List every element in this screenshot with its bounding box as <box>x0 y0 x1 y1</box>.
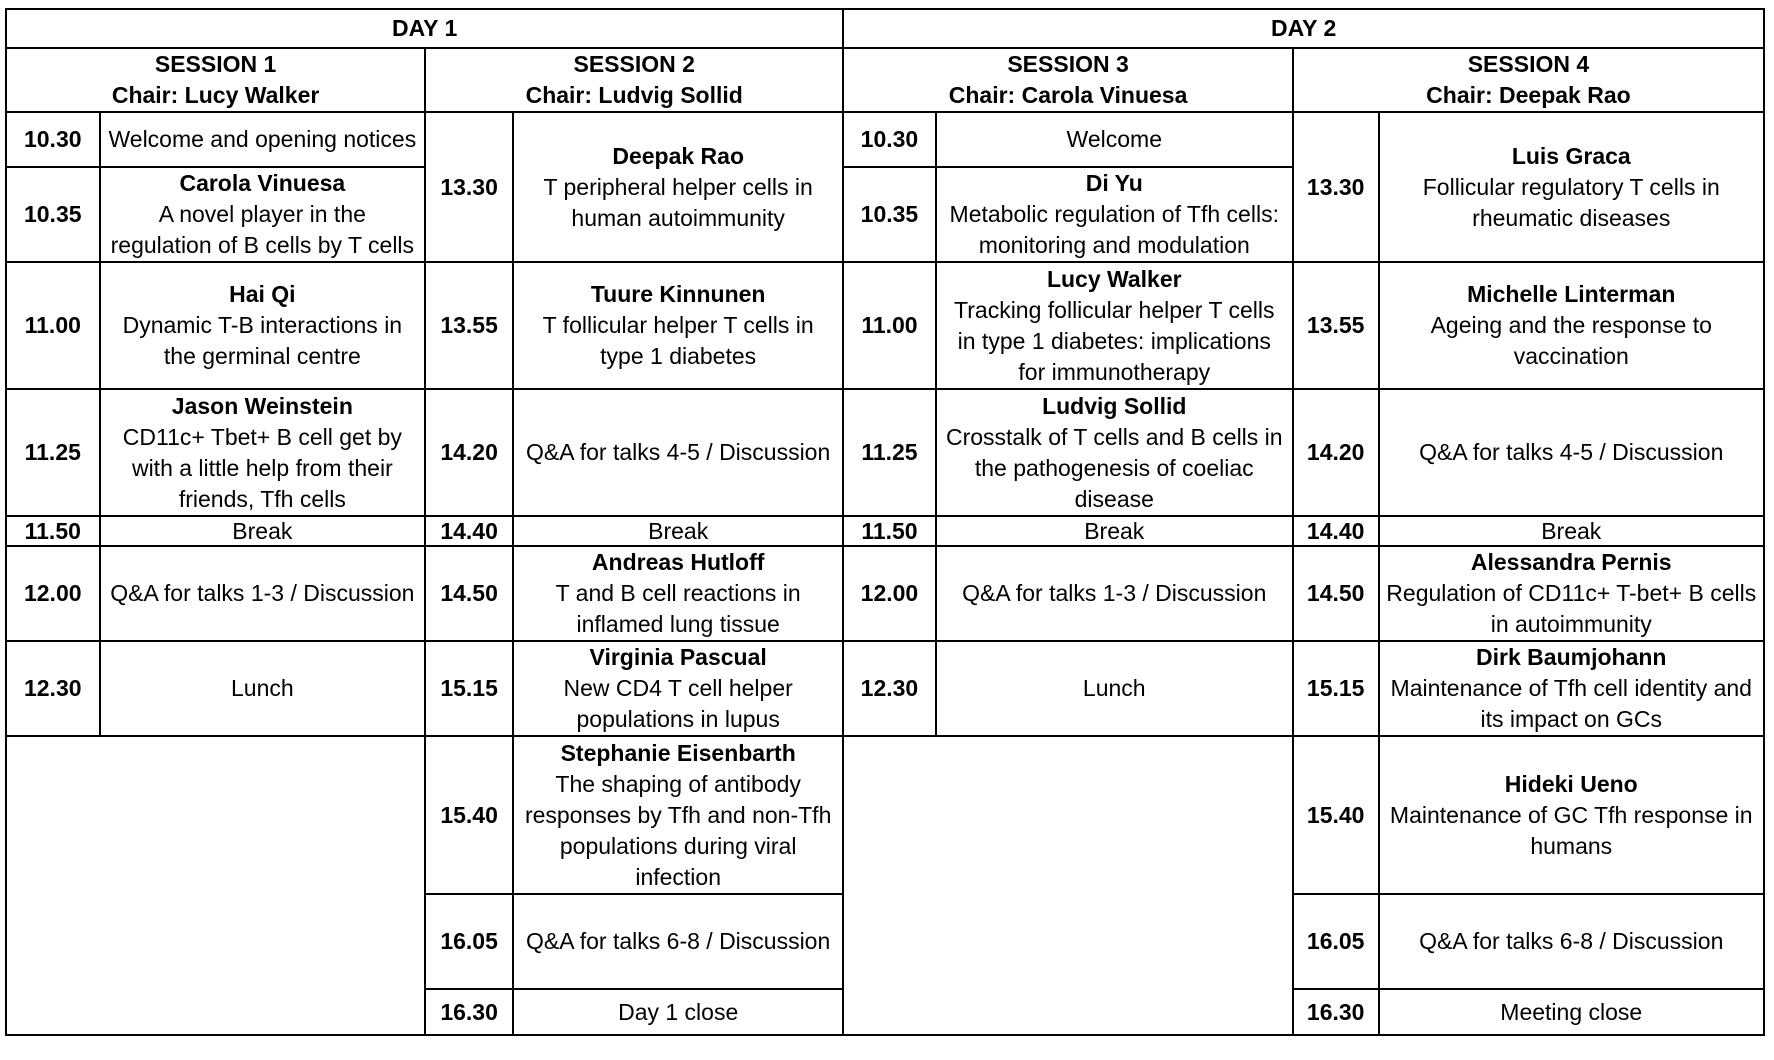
event-cell: Q&A for talks 6-8 / Discussion <box>513 894 843 989</box>
event-cell: Welcome <box>936 112 1293 167</box>
talk-title: The shaping of antibody responses by Tfh and non-Tfh populations during viral infection <box>524 770 832 890</box>
time-cell: 15.40 <box>425 736 513 894</box>
time-cell: 15.40 <box>1293 736 1379 894</box>
session-chair: Chair: Carola Vinuesa <box>948 82 1188 108</box>
session-label: SESSION 2 <box>573 51 695 77</box>
session-chair: Chair: Ludvig Sollid <box>525 82 743 108</box>
talk-cell <box>513 262 843 389</box>
event-cell: Q&A for talks 4-5 / Discussion <box>1379 389 1764 516</box>
time-cell: 16.05 <box>425 894 513 989</box>
event-cell: Q&A for talks 1-3 / Discussion <box>936 546 1293 641</box>
talk-title: Ageing and the response to vaccination <box>1430 312 1712 369</box>
speaker-name: Stephanie Eisenbarth <box>560 739 796 766</box>
speaker-name: Luis Graca <box>1511 142 1631 169</box>
time-cell: 14.50 <box>425 546 513 641</box>
talk-cell <box>936 389 1293 516</box>
time-cell: 14.20 <box>425 389 513 516</box>
speaker-name: Deepak Rao <box>612 142 744 169</box>
session-2-header <box>425 48 843 112</box>
session-label: SESSION 3 <box>1007 51 1129 77</box>
time-cell: 11.50 <box>6 516 100 546</box>
time-cell: 14.40 <box>1293 516 1379 546</box>
speaker-name: Hai Qi <box>229 281 296 307</box>
speaker-name: Lucy Walker <box>1046 265 1182 292</box>
speaker-name: Hideki Ueno <box>1504 770 1638 797</box>
speaker-name: Michelle Linterman <box>1467 281 1676 307</box>
talk-title: T follicular helper T cells in type 1 diabetes <box>542 312 814 369</box>
time-cell: 11.25 <box>6 389 100 516</box>
empty-cell <box>843 736 1293 1035</box>
speaker-name: Di Yu <box>1085 170 1143 196</box>
session-4-header <box>1293 48 1764 112</box>
time-cell: 10.35 <box>6 167 100 262</box>
time-cell: 10.30 <box>843 112 935 167</box>
event-cell: Day 1 close <box>513 989 843 1035</box>
talk-cell <box>1379 262 1764 389</box>
time-cell: 11.50 <box>843 516 935 546</box>
talk-cell <box>100 389 426 516</box>
time-cell: 12.00 <box>843 546 935 641</box>
event-cell: Lunch <box>100 641 426 736</box>
time-cell: 14.20 <box>1293 389 1379 516</box>
empty-cell <box>6 736 425 1035</box>
talk-cell <box>513 736 843 894</box>
talk-cell <box>936 167 1293 262</box>
talk-cell <box>1379 546 1764 641</box>
time-cell: 14.40 <box>425 516 513 546</box>
speaker-name: Dirk Baumjohann <box>1476 644 1667 670</box>
speaker-name: Jason Weinstein <box>171 392 353 419</box>
talk-title: New CD4 T cell helper populations in lupus <box>563 675 793 732</box>
talk-cell <box>513 546 843 641</box>
event-cell: Break <box>936 516 1293 546</box>
talk-title: Maintenance of Tfh cell identity and its impact on GCs <box>1390 675 1752 732</box>
talk-title: CD11c+ Tbet+ B cell get by with a little help from their friends, Tfh cells <box>122 423 402 512</box>
time-cell: 12.30 <box>843 641 935 736</box>
time-cell: 13.30 <box>425 112 513 262</box>
time-cell: 11.00 <box>6 262 100 389</box>
session-label: SESSION 1 <box>154 51 277 77</box>
talk-title: A novel player in the regulation of B cells by T cells <box>110 201 415 258</box>
session-3-header <box>843 48 1293 112</box>
talk-cell <box>100 262 426 389</box>
talk-title: T and B cell reactions in inflamed lung tissue <box>555 580 801 637</box>
time-cell: 10.35 <box>843 167 935 262</box>
speaker-name: Virginia Pascual <box>589 644 767 670</box>
event-cell: Break <box>1379 516 1764 546</box>
talk-title: Follicular regulatory T cells in rheumatic diseases <box>1422 173 1720 231</box>
event-cell: Q&A for talks 6-8 / Discussion <box>1379 894 1764 989</box>
session-1-header <box>6 48 425 112</box>
time-cell: 12.00 <box>6 546 100 641</box>
time-cell: 11.00 <box>843 262 935 389</box>
talk-title: Metabolic regulation of Tfh cells: monitoring and modulation <box>949 201 1279 258</box>
talk-cell <box>1379 112 1764 262</box>
talk-cell <box>513 112 843 262</box>
session-label: SESSION 4 <box>1467 51 1590 77</box>
speaker-name: Carola Vinuesa <box>179 170 346 196</box>
time-cell: 14.50 <box>1293 546 1379 641</box>
event-cell: Break <box>100 516 426 546</box>
event-cell: Lunch <box>936 641 1293 736</box>
speaker-name: Tuure Kinnunen <box>590 281 766 307</box>
time-cell: 16.05 <box>1293 894 1379 989</box>
speaker-name: Alessandra Pernis <box>1470 549 1672 575</box>
event-cell: Q&A for talks 4-5 / Discussion <box>513 389 843 516</box>
speaker-name: Ludvig Sollid <box>1042 392 1187 419</box>
event-cell: Break <box>513 516 843 546</box>
talk-title: Tracking follicular helper T cells in type 1 diabetes: implications for immunotherapy <box>954 296 1275 385</box>
talk-cell <box>100 167 426 262</box>
time-cell: 16.30 <box>425 989 513 1035</box>
talk-cell <box>936 262 1293 389</box>
time-cell: 13.55 <box>425 262 513 389</box>
talk-title: Maintenance of GC Tfh response in humans <box>1389 801 1753 859</box>
day-2-header: DAY 2 <box>843 9 1764 48</box>
session-chair: Chair: Deepak Rao <box>1426 82 1631 108</box>
time-cell: 15.15 <box>425 641 513 736</box>
time-cell: 16.30 <box>1293 989 1379 1035</box>
speaker-name: Andreas Hutloff <box>591 549 765 575</box>
time-cell: 13.55 <box>1293 262 1379 389</box>
day-1-header: DAY 1 <box>6 9 843 48</box>
talk-cell <box>1379 736 1764 894</box>
programme-table <box>5 8 1765 1036</box>
talk-title: T peripheral helper cells in human autoimmunity <box>543 173 813 231</box>
talk-title: Regulation of CD11c+ T-bet+ B cells in autoimmunity <box>1386 580 1757 637</box>
time-cell: 15.15 <box>1293 641 1379 736</box>
event-cell: Q&A for talks 1-3 / Discussion <box>100 546 426 641</box>
talk-cell <box>513 641 843 736</box>
time-cell: 10.30 <box>6 112 100 167</box>
session-chair: Chair: Lucy Walker <box>111 82 320 108</box>
talk-title: Crosstalk of T cells and B cells in the pathogenesis of coeliac disease <box>945 423 1283 512</box>
talk-cell <box>1379 641 1764 736</box>
time-cell: 12.30 <box>6 641 100 736</box>
time-cell: 13.30 <box>1293 112 1379 262</box>
event-cell: Meeting close <box>1379 989 1764 1035</box>
event-cell: Welcome and opening notices <box>100 112 426 167</box>
talk-title: Dynamic T-B interactions in the germinal centre <box>122 312 403 369</box>
time-cell: 11.25 <box>843 389 935 516</box>
